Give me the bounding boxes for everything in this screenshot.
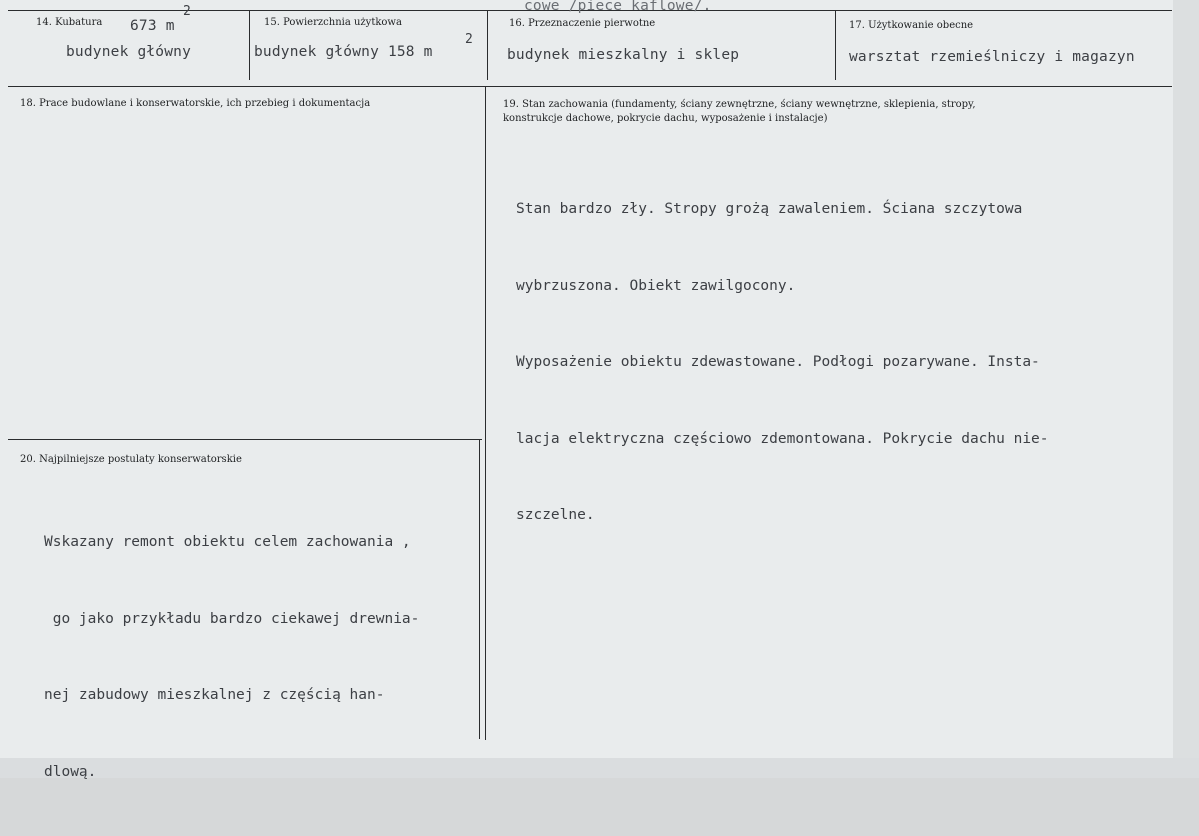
przeznaczenie-overflow-text: cowe /piece kaflowe/. xyxy=(524,0,712,14)
section-19-line: wybrzuszona. Obiekt zawilgocony. xyxy=(516,277,796,294)
uzytkowanie-label: 17. Użytkowanie obecne xyxy=(849,20,974,31)
header-bottom-rule xyxy=(8,86,1172,87)
section-19-text xyxy=(516,146,1049,580)
section-20-line: nej zabudowy mieszkalnej z częścią han- xyxy=(44,687,385,703)
section-20-line: Wskazany remont obiektu celem zachowania , xyxy=(44,534,411,550)
przeznaczenie-value: budynek mieszkalny i sklep xyxy=(507,47,740,63)
col-divider-15-16 xyxy=(487,10,488,80)
section-20-line: go jako przykładu bardzo ciekawej drewnia- xyxy=(44,610,420,627)
kubatura-note: budynek główny xyxy=(66,44,192,60)
powierzchnia-value: budynek główny 158 m xyxy=(254,44,433,60)
main-column-divider xyxy=(485,86,486,740)
section-19-line: szczelne. xyxy=(516,507,595,523)
section-19-label-line-2: konstrukcje dachowe, pokrycie dachu, wyposażenie i instalacje) xyxy=(503,113,828,124)
kubatura-unit-exponent: 2 xyxy=(183,4,191,19)
section-20-line: dlową. xyxy=(44,763,97,780)
section-19-line: lacja elektryczna częściowo zdemontowana. Pokrycie dachu nie- xyxy=(516,430,1049,447)
col-divider-16-17 xyxy=(835,10,836,80)
uzytkowanie-value: warsztat rzemieślniczy i magazyn xyxy=(849,49,1135,65)
section-19-label-line-1: 19. Stan zachowania (fundamenty, ściany zewnętrzne, ściany wewnętrzne, sklepienia, stropy, xyxy=(503,99,976,110)
powierzchnia-unit-exponent: 2 xyxy=(465,32,473,47)
kubatura-label: 14. Kubatura xyxy=(36,17,103,28)
kubatura-value: 673 m xyxy=(130,18,175,34)
section-20-right-edge xyxy=(479,439,480,739)
col-divider-14-15 xyxy=(249,10,250,80)
section-19-line: Wyposażenie obiektu zdewastowane. Podłogi pozarywane. Insta- xyxy=(516,354,1040,370)
przeznaczenie-label: 16. Przeznaczenie pierwotne xyxy=(509,18,656,29)
powierzchnia-label: 15. Powierzchnia użytkowa xyxy=(264,17,402,28)
section-18-label: 18. Prace budowlane i konserwatorskie, ich przebieg i dokumentacja xyxy=(20,98,371,109)
section-20-text xyxy=(44,479,419,836)
section-20-label: 20. Najpilniejsze postulaty konserwatorskie xyxy=(20,454,242,465)
card-edge-right xyxy=(1173,0,1199,778)
section-18-20-divider xyxy=(8,439,482,440)
section-19-line: Stan bardzo zły. Stropy grożą zawaleniem. Ściana szczytowa xyxy=(516,201,1023,217)
